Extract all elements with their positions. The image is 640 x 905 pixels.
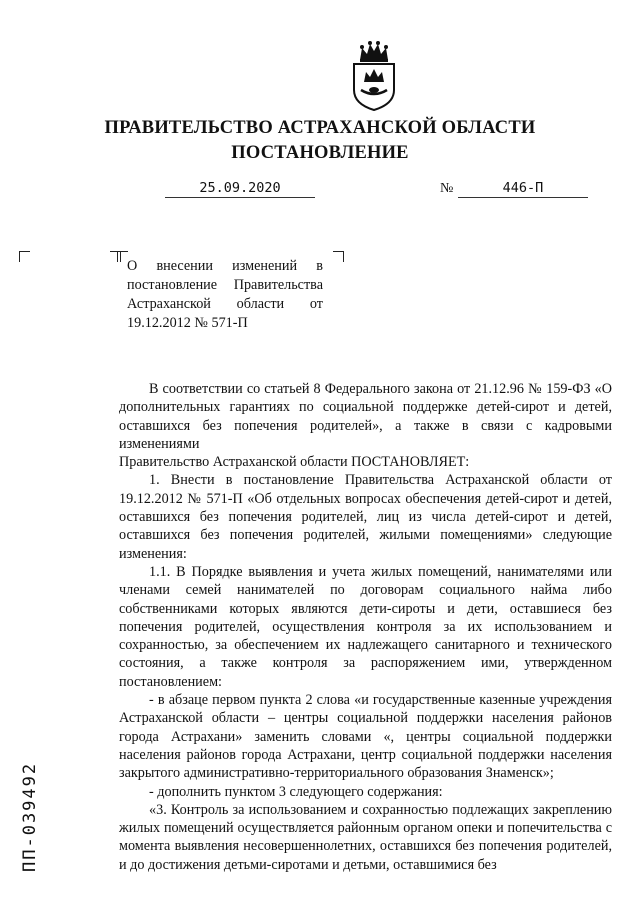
document-number: 446-П xyxy=(458,180,588,196)
document-type: ПОСТАНОВЛЕНИЕ xyxy=(231,143,409,163)
document-date: 25.09.2020 xyxy=(165,180,315,196)
body-paragraph: В соответствии со статьей 8 Федерального закона от 21.12.96 № 159-ФЗ «О дополнительных гарантиях по социальной поддержке детей-сирот и детей, оставшихся без попечения родителей», а также в связи с кадровыми изменениями xyxy=(119,381,612,452)
body-paragraph: 1.1. В Порядке выявления и учета жилых помещений, нанимателями или членами семей нанимателей по договорам социального найма либо собственниками которых являются дети-сироты и дети, оставшиеся без попечения родителей, осуществления контроля за их использованием и сохранностью, за обеспечением их надлежащего санитарного и технического состояния, а также контроля за распоряжением ими, утвержденном постановлением: xyxy=(119,563,612,690)
body-paragraph: «3. Контроль за использованием и сохранностью подлежащих закреплению жилых помещений осуществляется районным органом опеки и попечительства с момента выявления несовершеннолетних, оставшихся без попечения родителей, и до достижения детьми-сиротами и детьми, оставшимися без xyxy=(119,801,612,873)
document-subject: О внесении изменений в постановление Правительства Астраханской области от 19.12.2012 № 571-П xyxy=(127,258,323,331)
body-paragraph: 1. Внести в постановление Правительства Астраханской области от 19.12.2012 № 571-П «Об отдельных вопросах обеспечения детей-сирот и детей, оставшихся без попечения родителей, лиц из числа детей-сирот и детей, оставшихся без попечения родителей, жилыми помещениями» следующие изменения: xyxy=(119,472,612,562)
corner-mark xyxy=(19,251,30,262)
document-body xyxy=(119,380,612,874)
organization-title: ПРАВИТЕЛЬСТВО АСТРАХАНСКОЙ ОБЛАСТИ xyxy=(104,118,536,138)
coat-of-arms-icon xyxy=(346,38,402,112)
body-paragraph: - в абзаце первом пункта 2 слова «и государственные казенные учреждения Астраханской области – центры социальной поддержки населения районов города Астрахани» заменить словами «, центры социальной поддержки населения районов города Астрахани, центр социальной поддержки населения закрытого административно-территориального образования Знаменск»; xyxy=(119,692,612,782)
number-sign: № xyxy=(440,181,454,196)
body-paragraph: Правительство Астраханской области ПОСТАНОВЛЯЕТ: xyxy=(119,454,470,471)
body-paragraph: - дополнить пунктом 3 следующего содержания: xyxy=(149,783,443,800)
corner-mark xyxy=(333,251,344,262)
margin-serial-code: ПП-039492 xyxy=(20,761,40,872)
